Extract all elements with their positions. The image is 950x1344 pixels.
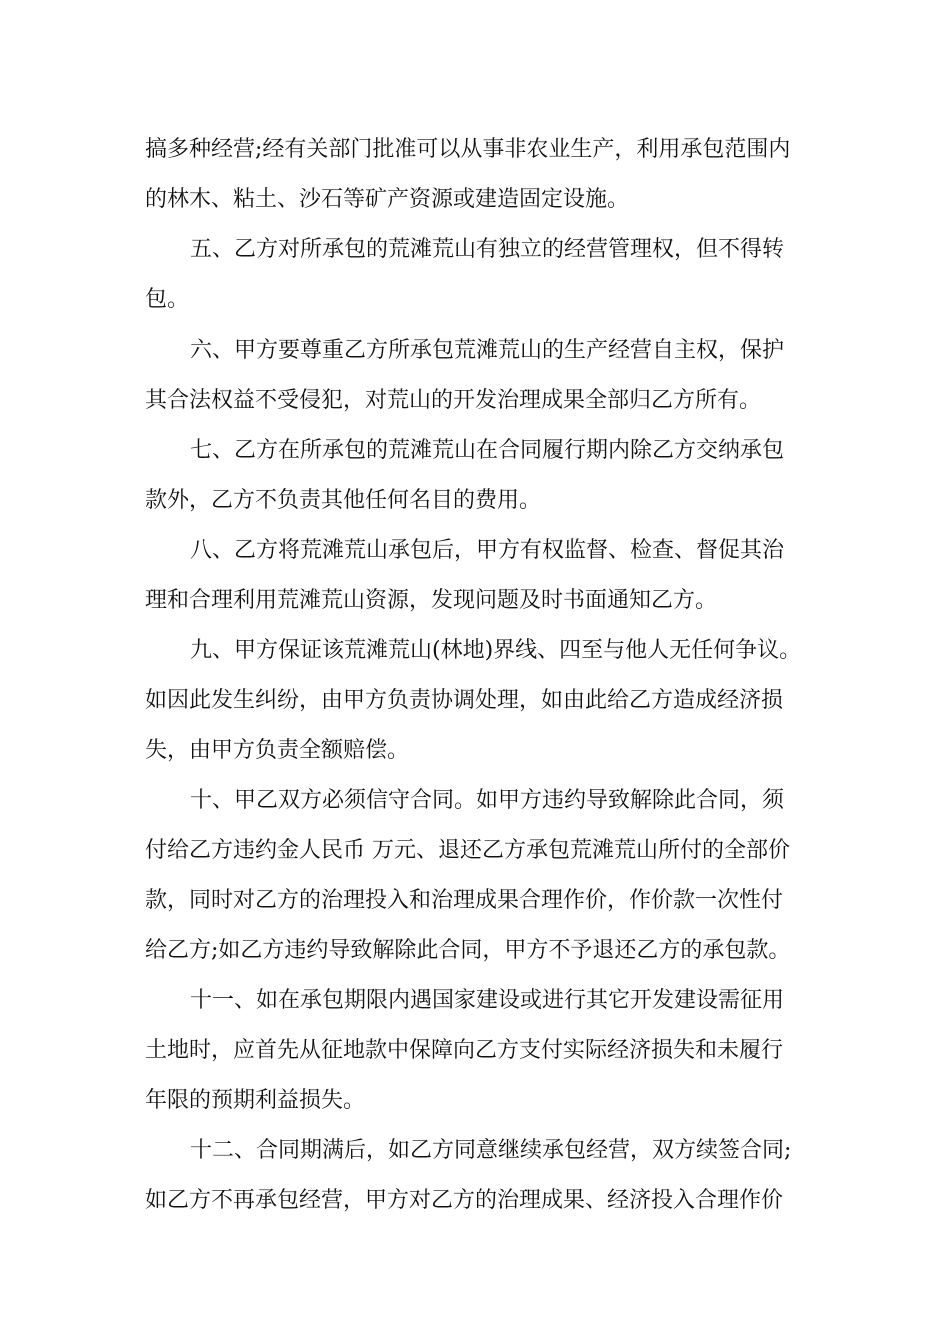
text-line: 失，由甲方负责全额赔偿。 [145,738,410,763]
text-line: 十、甲乙双方必须信守合同。如甲方违约导致解除此合同，须 [190,788,785,813]
text-line: 如因此发生纠纷，由甲方负责协调处理，如由此给乙方造成经济损 [145,688,784,713]
text-line: 六、甲方要尊重乙方所承包荒滩荒山的生产经营自主权，保护 [190,338,785,363]
text-line: 给乙方;如乙方违约导致解除此合同，甲方不予退还乙方的承包款。 [145,938,791,963]
text-line: 九、甲方保证该荒滩荒山(林地)界线、四至与他人无任何争议。 [190,638,802,663]
text-line: 十二、合同期满后，如乙方同意继续承包经营，双方续签合同; [190,1138,792,1163]
text-line: 理和合理利用荒滩荒山资源，发现问题及时书面通知乙方。 [145,588,718,613]
text-line: 包。 [145,287,190,312]
text-line: 年限的预期利益损失。 [145,1088,366,1113]
text-line: 款，同时对乙方的治理投入和治理成果合理作价，作价款一次性付 [145,888,784,913]
text-line: 十一、如在承包期限内遇国家建设或进行其它开发建设需征用 [190,988,785,1013]
text-line: 搞多种经营;经有关部门批准可以从事非农业生产，利用承包范围内 [145,137,791,162]
text-line: 土地时，应首先从征地款中保障向乙方支付实际经济损失和未履行 [145,1038,784,1063]
text-line: 八、乙方将荒滩荒山承包后，甲方有权监督、检查、督促其治 [190,538,785,563]
text-line: 款外，乙方不负责其他任何名目的费用。 [145,488,542,513]
text-line: 如乙方不再承包经营，甲方对乙方的治理成果、经济投入合理作价 [145,1188,784,1213]
text-line: 的林木、粘土、沙石等矿产资源或建造固定设施。 [145,187,630,212]
text-line: 七、乙方在所承包的荒滩荒山在合同履行期内除乙方交纳承包 [190,438,785,463]
text-line: 五、乙方对所承包的荒滩荒山有独立的经营管理权，但不得转 [190,237,785,262]
text-line: 其合法权益不受侵犯，对荒山的开发治理成果全部归乙方所有。 [145,388,762,413]
text-line: 付给乙方违约金人民币 万元、退还乙方承包荒滩荒山所付的全部价 [145,838,790,863]
